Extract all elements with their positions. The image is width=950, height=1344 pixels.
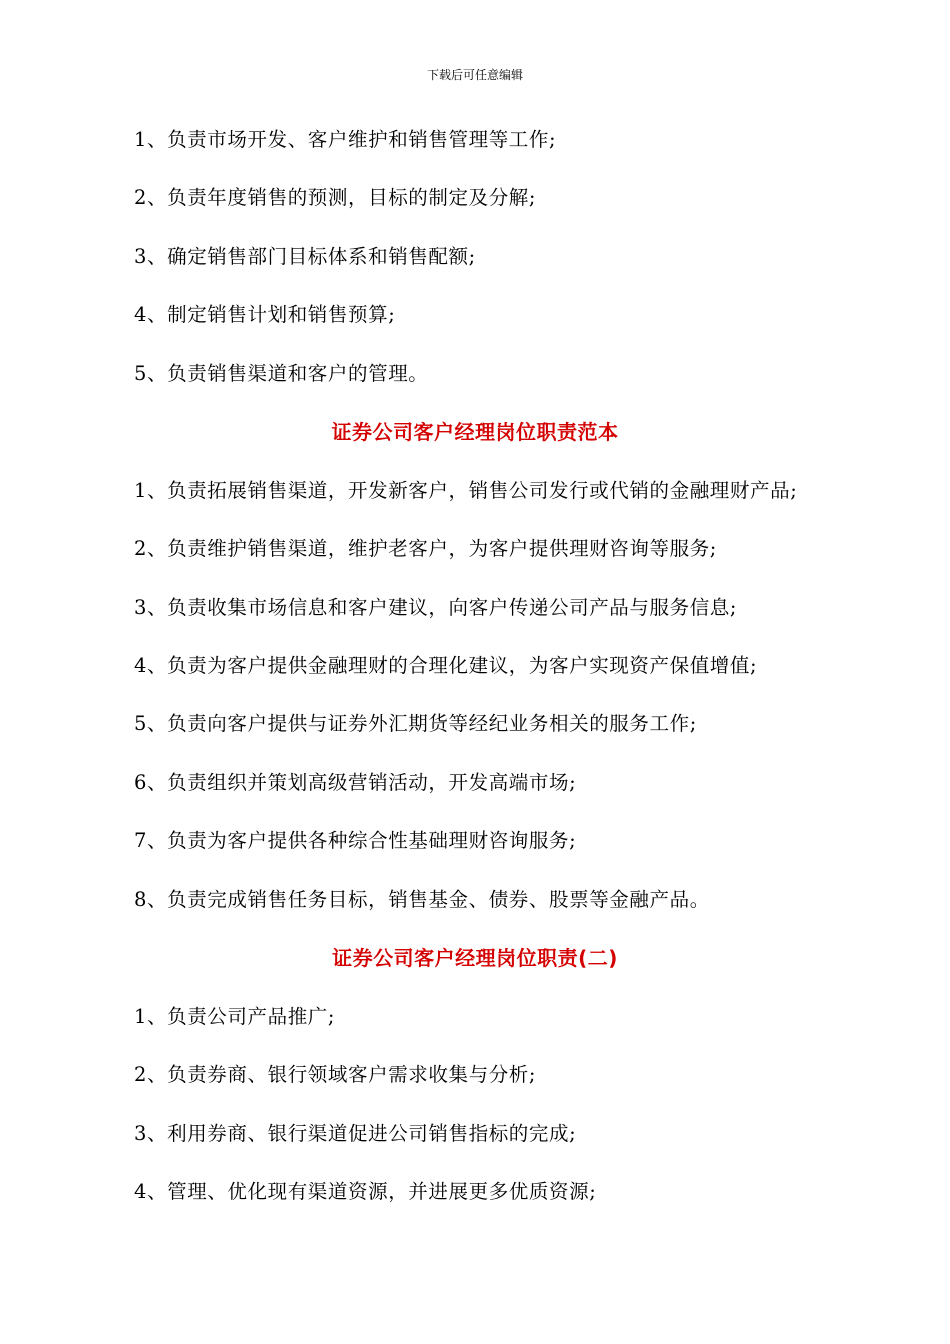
list-item: 1、负责市场开发、客户维护和销售管理等工作;	[134, 128, 557, 151]
list-item: 5、负责向客户提供与证券外汇期货等经纪业务相关的服务工作;	[134, 712, 697, 735]
list-item: 2、负责券商、银行领域客户需求收集与分析;	[134, 1063, 537, 1086]
list-item: 3、负责收集市场信息和客户建议，向客户传递公司产品与服务信息;	[134, 596, 738, 619]
section-heading: 证券公司客户经理岗位职责范本	[331, 420, 619, 444]
section-heading: 证券公司客户经理岗位职责(二)	[332, 946, 618, 970]
list-item: 2、负责年度销售的预测，目标的制定及分解;	[134, 186, 537, 209]
list-item: 5、负责销售渠道和客户的管理。	[134, 362, 429, 385]
list-item: 4、制定销售计划和销售预算;	[134, 303, 396, 326]
list-item: 4、管理、优化现有渠道资源，并进展更多优质资源;	[134, 1180, 597, 1203]
list-item: 1、负责公司产品推广;	[134, 1005, 336, 1028]
list-item: 6、负责组织并策划高级营销活动，开发高端市场;	[134, 771, 577, 794]
list-item: 3、利用券商、银行渠道促进公司销售指标的完成;	[134, 1122, 577, 1145]
list-item: 8、负责完成销售任务目标，销售基金、债券、股票等金融产品。	[134, 888, 710, 911]
list-item: 2、负责维护销售渠道，维护老客户，为客户提供理财咨询等服务;	[134, 537, 717, 560]
list-item: 1、负责拓展销售渠道，开发新客户，销售公司发行或代销的金融理财产品;	[134, 479, 798, 502]
list-item: 3、确定销售部门目标体系和销售配额;	[134, 245, 476, 268]
page-header: 下载后可任意编辑	[426, 68, 523, 82]
list-item: 4、负责为客户提供金融理财的合理化建议，为客户实现资产保值增值;	[134, 654, 758, 677]
list-item: 7、负责为客户提供各种综合性基础理财咨询服务;	[134, 829, 577, 852]
